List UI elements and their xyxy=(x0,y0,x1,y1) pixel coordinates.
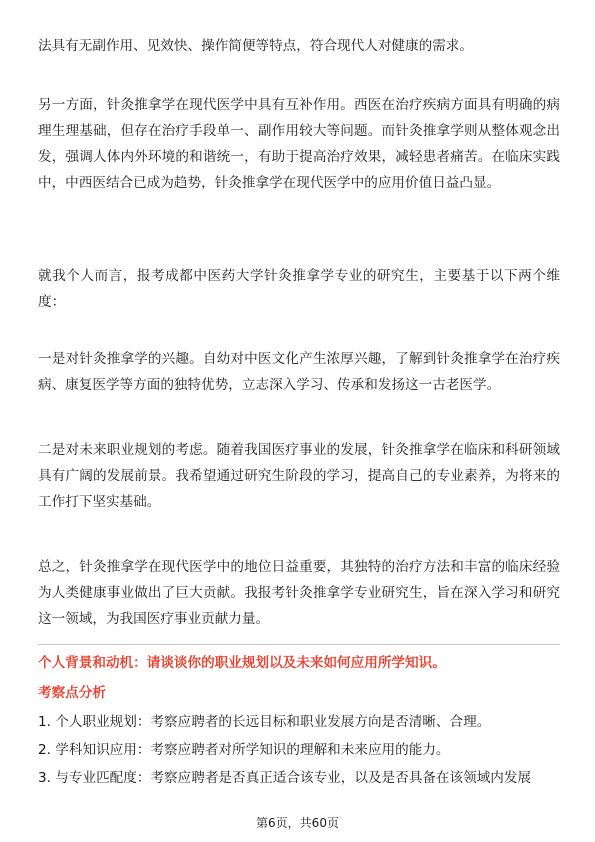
body-paragraph: 法具有无副作用、见效快、操作简便等特点，符合现代人对健康的需求。 xyxy=(38,38,473,54)
analysis-item: 1. 个人职业规划：考察应聘者的长远目标和职业发展方向是否清晰、合理。 xyxy=(38,714,491,730)
analysis-item: 3. 与专业匹配度：考察应聘者是否真正适合该专业，以及是否具备在该领域内发展 xyxy=(38,770,532,786)
interview-question: 个人背景和动机：请谈谈你的职业规划以及未来如何应用所学知识。 xyxy=(38,655,446,671)
body-paragraph: 另一方面，针灸推拿学在现代医学中具有互补作用。西医在治疗疾病方面具有明确的病理生理基础，但存在治疗手段单一、副作用较大等问题。而针灸推拿学则从整体观念出发，强调人体内外环境的和谐统一，有助于提高治疗效果，减轻患者痛苦。在临床实践中，中西医结合已成为趋势，针灸推拿学在现代医学中的应用价值日益凸显。 xyxy=(38,97,560,191)
section-divider xyxy=(38,644,560,645)
analysis-item: 2. 学科知识应用：考察应聘者对所学知识的理解和未来应用的能力。 xyxy=(38,742,450,758)
body-paragraph: 总之，针灸推拿学在现代医学中的地位日益重要，其独特的治疗方法和丰富的临床经验为人类健康事业做出了巨大贡献。我报考针灸推拿学专业研究生，旨在深入学习和研究这一领域，为我国医疗事业贡献力量。 xyxy=(38,559,560,627)
body-paragraph: 一是对针灸推拿学的兴趣。自幼对中医文化产生浓厚兴趣，了解到针灸推拿学在治疗疾病、康复医学等方面的独特优势，立志深入学习、传承和发扬这一古老医学。 xyxy=(38,351,560,393)
body-paragraph: 二是对未来职业规划的考虑。随着我国医疗事业的发展，针灸推拿学在临床和科研领域具有广阔的发展前景。我希望通过研究生阶段的学习，提高自己的专业素养，为将来的工作打下坚实基础。 xyxy=(38,442,560,510)
page-number: 第6页，共60页 xyxy=(256,816,339,830)
body-paragraph: 就我个人而言，报考成都中医药大学针灸推拿学专业的研究生，主要基于以下两个维度： xyxy=(38,268,560,310)
analysis-heading: 考察点分析 xyxy=(38,685,106,701)
analysis-list xyxy=(38,708,560,792)
